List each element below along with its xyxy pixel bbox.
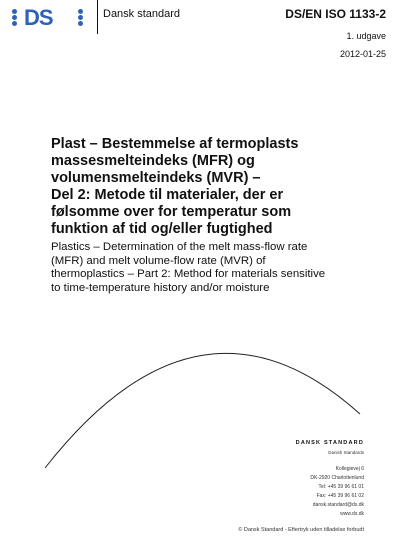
copyright-footer: © Dansk Standard - Eftertryk uden tilladelse forbudt [238, 527, 364, 533]
standard-series: Dansk standard [103, 8, 181, 20]
email: dansk.standard@ds.dk [312, 502, 364, 508]
title-danish: Plast – Bestemmelse af termoplasts massesmelteindeks (MFR) og volumensmelteindeks (MVR) – Del 2: Metode til materialer, der er følsomme over for temperatur som funktion af tid og/eller fugtighed [51, 136, 299, 237]
logo-text: DS [24, 5, 53, 30]
standard-number: DS/EN ISO 1133-2 [285, 7, 386, 21]
website: www.ds.dk [340, 511, 364, 517]
address-line: Kollegievej 6 [335, 466, 364, 472]
edition: 1. udgave [346, 31, 386, 41]
address-line: DK-2920 Charlottenlund [310, 475, 364, 481]
organization-subtitle: Danish Standards [328, 450, 364, 455]
organization-block [296, 439, 364, 519]
fax: Fax: +45 39 96 61 02 [316, 493, 364, 499]
logo-dots-right [76, 9, 86, 27]
title-english: Plastics – Determination of the melt mass-flow rate (MFR) and melt volume-flow rate (MVR) of thermoplastics – Part 2: Method for materials sensitive to time-temperature history and/or moisture [51, 241, 326, 294]
ds-logo [10, 6, 86, 30]
header-divider [97, 0, 98, 34]
organization-name: DANSK STANDARD [295, 440, 364, 446]
publication-date: 2012-01-25 [339, 49, 386, 59]
logo-dots-left [10, 9, 20, 27]
phone: Tel: +45 39 96 61 01 [318, 484, 364, 490]
